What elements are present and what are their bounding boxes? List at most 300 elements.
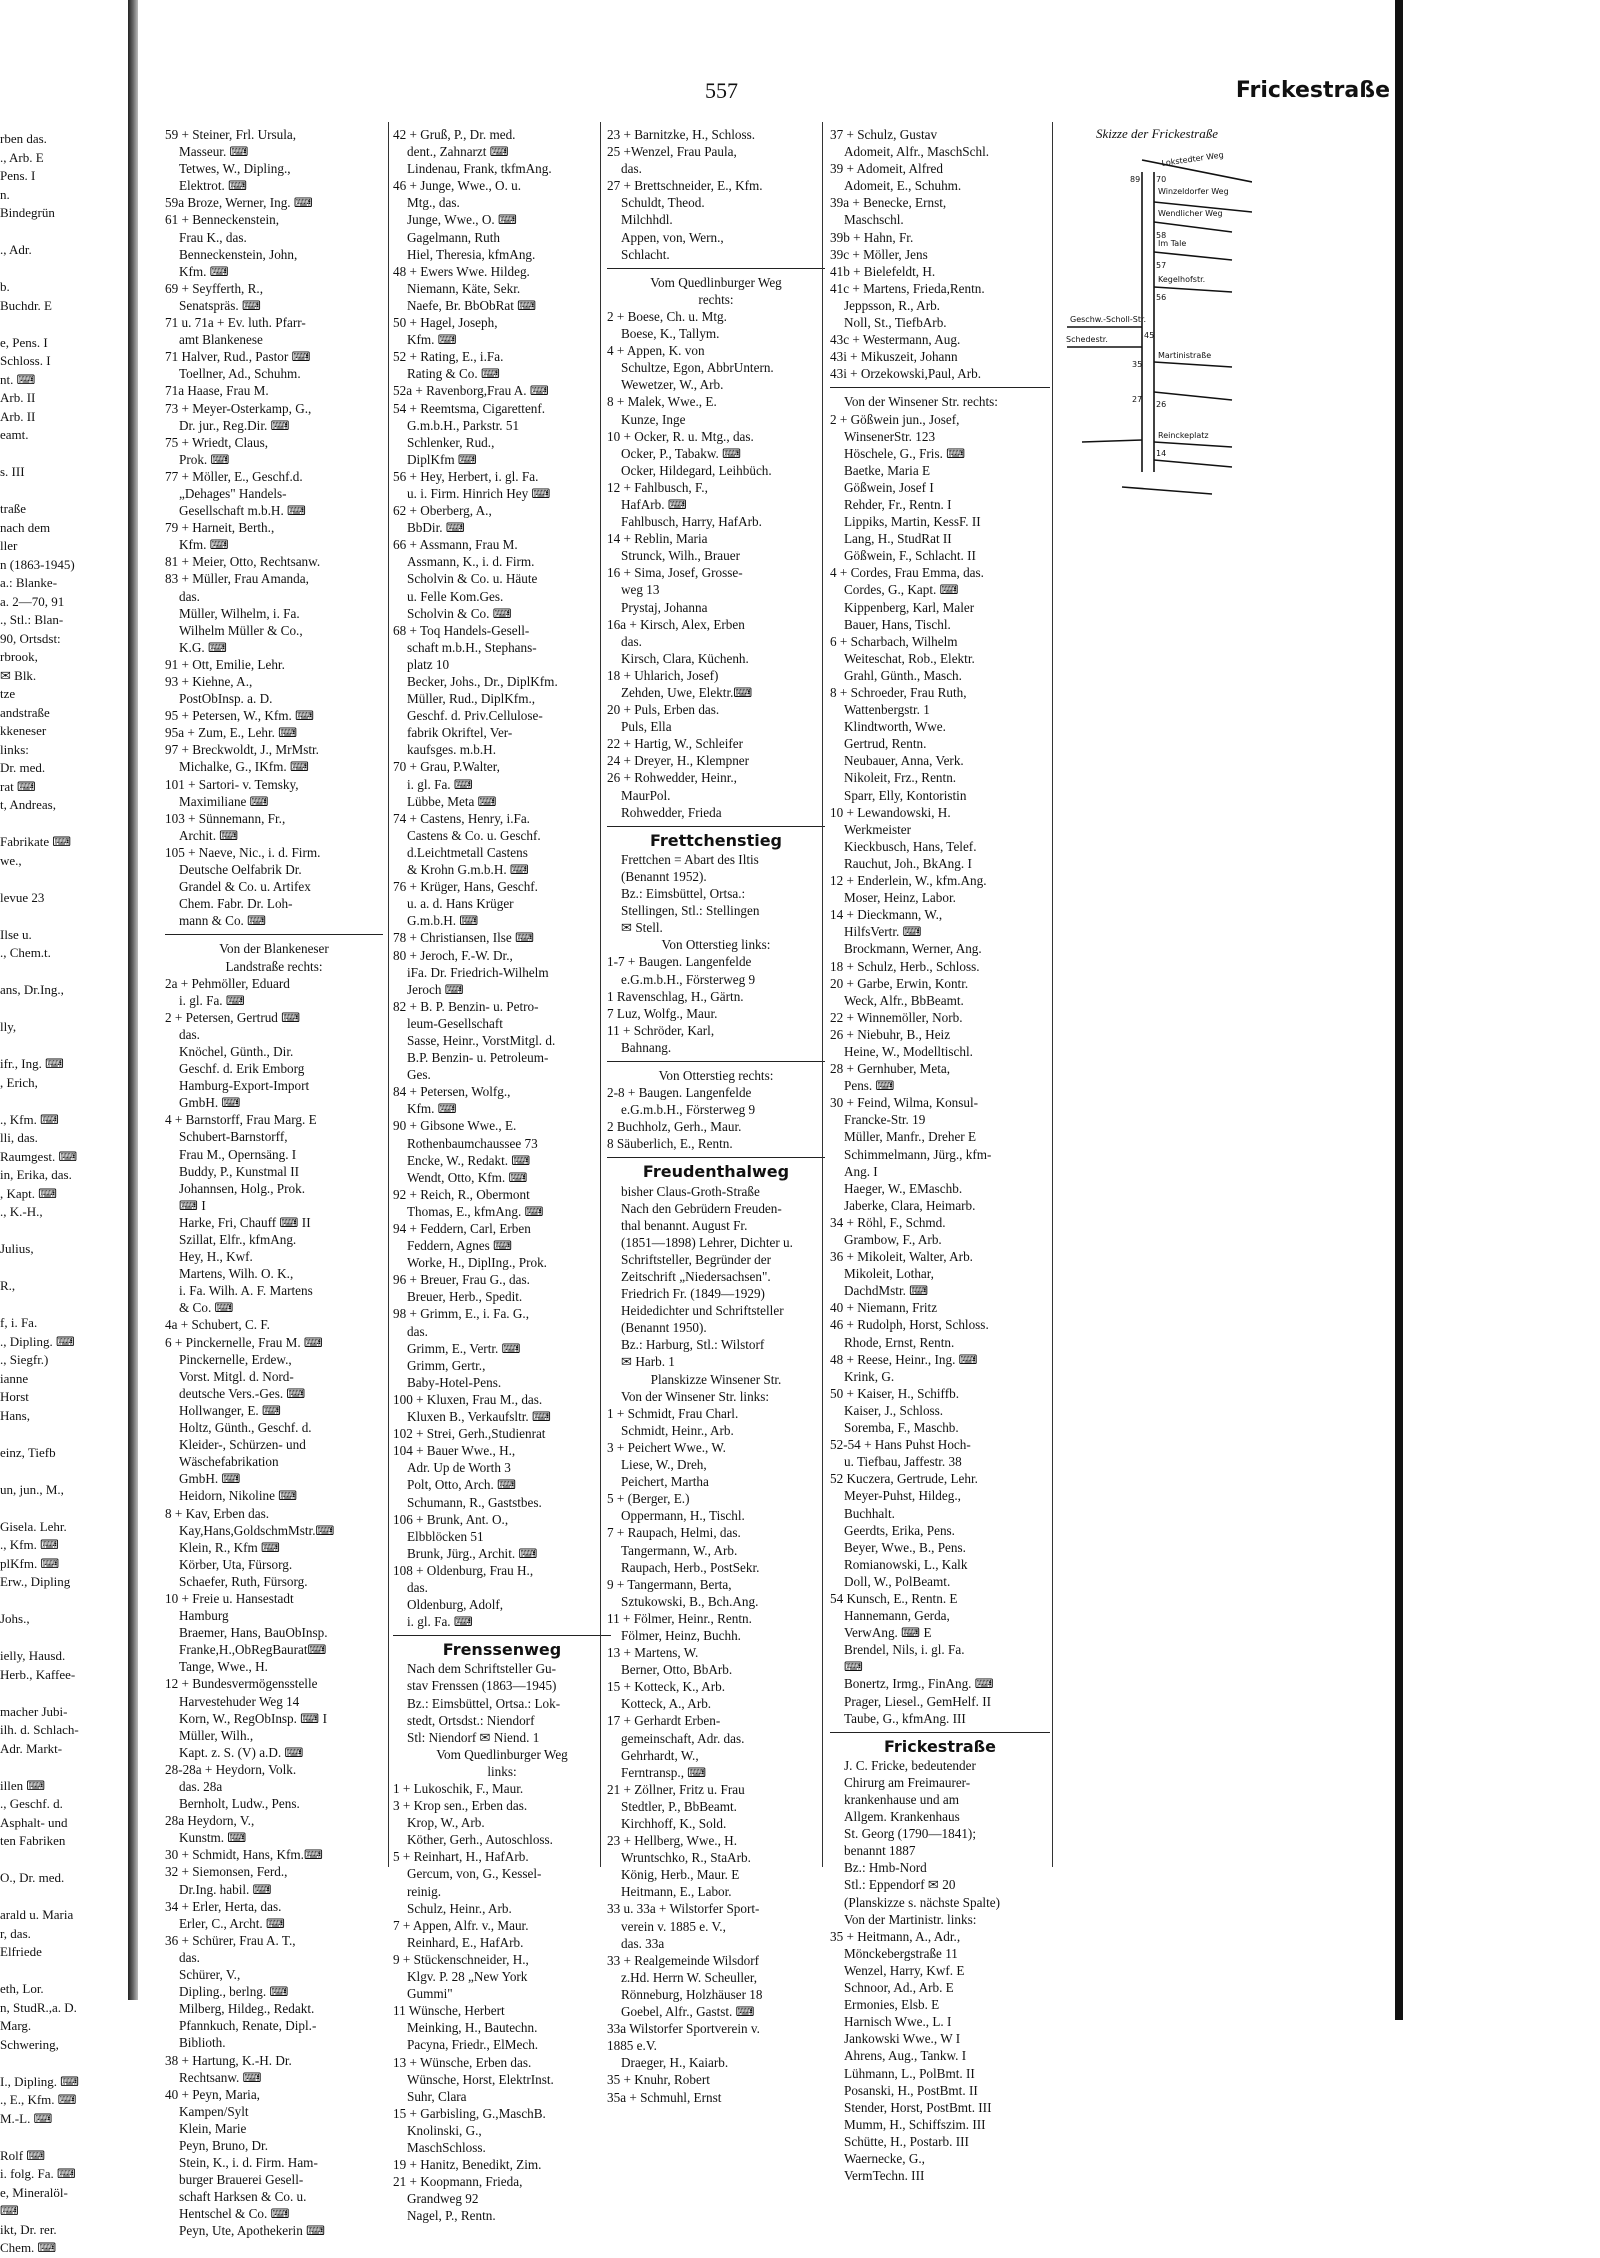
directory-entry: Ocker, P., Tabakw. ⌨: [621, 445, 742, 461]
directory-entry: Müller, Wilh.,: [179, 1727, 254, 1743]
directory-entry: Soremba, F., Maschb.: [844, 1420, 959, 1436]
section-divider: [830, 387, 1050, 388]
directory-entry: 52 + Rating, E., i.Fa.: [393, 349, 504, 365]
directory-entry: 10 + Freie u. Hansestadt: [165, 1590, 294, 1606]
directory-entry: weg 13: [621, 582, 660, 598]
directory-entry: 66 + Assmann, Frau M.: [393, 537, 518, 553]
sketch-house-number: 57: [1156, 261, 1167, 270]
directory-entry: 102 + Strei, Gerh.,Studienrat: [393, 1426, 546, 1442]
directory-entry: 7 Luz, Wolfg., Maur.: [607, 1005, 718, 1021]
directory-entry: DiplKfm ⌨: [407, 451, 477, 467]
directory-entry: Franke,H.,ObRegBaurat⌨: [179, 1642, 327, 1658]
left-page-line: [0, 2054, 120, 2073]
directory-entry: 59 + Steiner, Frl. Ursula,: [165, 127, 297, 142]
directory-entry: Frau M., Opernsäng. I: [179, 1146, 297, 1162]
left-page-line: [0, 815, 120, 834]
directory-entry: 100 + Kluxen, Frau M., das.: [393, 1391, 543, 1407]
directory-entry: 95 + Petersen, W., Kfm. ⌨: [165, 708, 315, 724]
directory-entry: Harke, Fri, Chauff ⌨ II: [179, 1214, 311, 1230]
left-page-line: illen ⌨: [0, 1777, 46, 1793]
directory-entry: „Dehages" Handels-: [179, 485, 287, 501]
section-divider: [830, 1732, 1050, 1733]
directory-entry: kaufsges. m.b.H.: [407, 742, 497, 758]
directory-entry: Gesellschaft m.b.H. ⌨: [179, 503, 307, 519]
directory-entry: 1 + Lukoschik, F., Maur.: [393, 1781, 524, 1796]
directory-entry: 11 + Schröder, Karl,: [607, 1022, 715, 1038]
directory-entry: Kfm. ⌨: [407, 1101, 457, 1117]
directory-entry: 8 + Kav, Erben das.: [165, 1505, 269, 1521]
directory-entry: Hey, H., Kwf.: [179, 1249, 253, 1265]
directory-entry: burger Brauerei Gesell-: [179, 2172, 304, 2188]
directory-entry: das. 28a: [179, 1779, 223, 1794]
directory-entry: HafArb. ⌨: [621, 496, 687, 512]
directory-entry: 40 + Niemann, Fritz: [830, 1300, 938, 1316]
directory-entry: (Planskizze s. nächste Spalte): [844, 1894, 1001, 1910]
page-header: [165, 78, 1390, 108]
directory-entry: 71 u. 71a + Ev. luth. Pfarr-: [165, 315, 306, 331]
directory-entry: 7 + Appen, Alfr. v., Maur.: [393, 1917, 529, 1933]
directory-entry: Schumann, R., Gaststbes.: [407, 1494, 542, 1510]
left-page-line: Elfriede: [0, 1944, 42, 1959]
section-subheading: Vom Quedlinburger Weg: [436, 1746, 568, 1762]
left-page-line: Erw., Dipling: [0, 1574, 71, 1589]
directory-entry: Beyer, Wwe., B., Pens.: [844, 1539, 966, 1555]
directory-entry: Tetwes, W., Dipling.,: [179, 161, 291, 177]
directory-entry: 104 + Bauer Wwe., H.,: [393, 1443, 516, 1459]
directory-entry: Korn, W., RegObInsp. ⌨ I: [179, 1710, 327, 1726]
left-page-line: links:: [0, 741, 29, 757]
directory-entry: Höschele, G., Fris. ⌨: [844, 445, 966, 461]
directory-entry: 11 Wünsche, Herbert: [393, 2003, 505, 2019]
directory-entry: u. Felle Kom.Ges.: [407, 588, 504, 604]
street-heading: Frickestraße: [883, 1736, 997, 1756]
directory-entry: Liese, W., Dreh,: [621, 1457, 707, 1473]
directory-entry: 36 + Mikoleit, Walter, Arb.: [830, 1249, 973, 1265]
section-subheading: Von Otterstieg rechts:: [658, 1067, 774, 1083]
directory-entry: Geschf. d. Priv.Cellulose-: [407, 708, 543, 724]
directory-entry: 52a + Ravenborg,Frau A. ⌨: [393, 383, 549, 399]
directory-entry: Peyn, Ute, Apothekerin ⌨: [179, 2223, 326, 2239]
directory-entry: Kippenberg, Karl, Maler: [844, 599, 975, 615]
directory-entry: 16a + Kirsch, Alex, Erben: [607, 616, 745, 632]
directory-entry: Breuer, Herb., Spedit.: [407, 1289, 523, 1305]
left-page-line: ten Fabriken: [0, 1833, 66, 1848]
directory-entry: Erler, C., Archt. ⌨: [179, 1915, 286, 1931]
left-page-line: Julius,: [0, 1241, 34, 1256]
directory-entry: Stl.: Eppendorf ✉ 20: [844, 1877, 956, 1893]
directory-entry: 71 Halver, Rud., Pastor ⌨: [165, 349, 311, 365]
directory-entry: Gummi": [407, 1986, 453, 2002]
directory-entry: 84 + Petersen, Wolfg.,: [393, 1084, 511, 1100]
left-page-line: levue 23: [0, 889, 45, 905]
directory-entry: Grandweg 92: [407, 2191, 479, 2207]
page-number: 557: [705, 78, 738, 103]
sketch-house-number: 45: [1144, 331, 1155, 340]
directory-entry: 50 + Kaiser, H., Schiffb.: [830, 1385, 959, 1401]
directory-entry: 108 + Oldenburg, Frau H.,: [393, 1562, 534, 1578]
directory-entry: 90 + Gibsone Wwe., E.: [393, 1118, 517, 1134]
directory-entry: ⌨: [844, 1659, 864, 1675]
directory-entry: Schaefer, Ruth, Fürsorg.: [179, 1573, 308, 1589]
directory-entry: Kieckbusch, Hans, Telef.: [844, 838, 977, 854]
directory-entry: 33a Wilstorfer Sportverein v.: [607, 2021, 760, 2037]
directory-entry: 6 + Scharbach, Wilhelm: [830, 633, 958, 649]
left-page-line: Pens. I: [0, 168, 36, 183]
directory-entry: 106 + Brunk, Ant. O.,: [393, 1511, 509, 1527]
directory-entry: 13 + Martens, W.: [607, 1645, 699, 1661]
sketch-caption: Skizze der Frickestraße: [1095, 126, 1219, 141]
directory-entry: Wünsche, Horst, ElektrInst.: [407, 2071, 554, 2087]
directory-entry: Rohwedder, Frieda: [621, 804, 722, 820]
directory-entry: Allgem. Krankenhaus: [844, 1809, 960, 1825]
directory-entry: Ocker, Hildegard, Leihbüch.: [621, 462, 772, 478]
directory-entry: Vorst. Mitgl. d. Nord-: [179, 1368, 294, 1384]
directory-entry: Bahnang.: [621, 1039, 672, 1055]
directory-entry: 48 + Reese, Heinr., Ing. ⌨: [830, 1351, 978, 1367]
directory-entry: VerwAng. ⌨ E: [844, 1625, 932, 1641]
directory-entry: Schubert-Barnstorff,: [179, 1129, 288, 1145]
directory-entry: 28 + Gernhuber, Meta,: [830, 1061, 951, 1077]
directory-entry: Müller, Manfr., Dreher E: [844, 1129, 977, 1145]
directory-entry: 39a + Benecke, Ernst,: [830, 195, 947, 211]
left-page-line: Adr. Markt-: [0, 1740, 63, 1756]
directory-entry: ⌨ I: [179, 1197, 206, 1213]
directory-entry: Kampen/Sylt: [179, 2103, 249, 2119]
directory-entry: & Krohn G.m.b.H. ⌨: [407, 862, 529, 878]
directory-entry: Kunstm. ⌨: [179, 1830, 247, 1846]
directory-entry: 23 + Barnitzke, H., Schloss.: [607, 127, 756, 142]
directory-entry: 103 + Sünnemann, Fr.,: [165, 810, 286, 826]
directory-entry: Appen, von, Wern.,: [621, 229, 724, 245]
directory-entry: e.G.m.b.H., Försterweg 9: [621, 971, 756, 987]
directory-entry: 39b + Hahn, Fr.: [830, 229, 914, 245]
left-page-line: [0, 445, 120, 464]
directory-entry: Bz.: Eimsbüttel, Ortsa.: Lok-: [407, 1695, 561, 1711]
directory-entry: Romianowski, L., Kalk: [844, 1556, 968, 1572]
directory-entry: Haeger, W., EMaschb.: [844, 1180, 963, 1196]
left-page-line: n.: [0, 186, 10, 202]
left-page-line: Arb. II: [0, 408, 36, 424]
directory-entry: Niemann, Käte, Sekr.: [407, 280, 521, 296]
directory-entry: Wendt, Otto, Kfm. ⌨: [407, 1169, 528, 1185]
directory-entry: amt Blankenese: [179, 332, 263, 348]
directory-entry: 17 + Gerhardt Erben-: [607, 1713, 721, 1729]
directory-entry: G.m.b.H. ⌨: [407, 913, 479, 929]
directory-entry: Wenzel, Harry, Kwf. E: [844, 1962, 965, 1978]
directory-entry: Thomas, E., kfmAng. ⌨: [407, 1203, 544, 1219]
directory-entry: Pfannkuch, Renate, Dipl.-: [179, 2018, 317, 2034]
directory-entry: 5 + (Berger, E.): [607, 1491, 690, 1507]
directory-entry: 4 + Appen, K. von: [607, 343, 705, 359]
directory-entry: Naefe, Br. BbObRat ⌨: [407, 297, 537, 313]
directory-entry: Deutsche Oelfabrik Dr.: [179, 862, 302, 878]
directory-entry: 46 + Junge, Wwe., O. u.: [393, 178, 522, 194]
directory-entry: e.G.m.b.H., Försterweg 9: [621, 1102, 756, 1118]
directory-entry: 9 + Tangermann, Berta,: [607, 1576, 732, 1592]
directory-entry: 23 + Hellberg, Wwe., H.: [607, 1833, 738, 1849]
left-page-line: [0, 907, 120, 926]
left-page-line: Rolf ⌨: [0, 2147, 46, 2163]
directory-entry: Müller, Wilhelm, i. Fa.: [179, 605, 300, 621]
directory-entry: 8 + Schroeder, Frau Ruth,: [830, 685, 967, 700]
left-page-line: ., Siegfr.): [0, 1352, 49, 1367]
directory-entry: 54 + Reemtsma, Cigarettenf.: [393, 400, 546, 416]
directory-entry: Gertrud, Rentn.: [844, 736, 927, 752]
directory-entry: 4a + Schubert, C. F.: [165, 1317, 270, 1333]
left-page-line: ⌨: [0, 2203, 19, 2218]
directory-entry: 20 + Puls, Erben das.: [607, 702, 720, 718]
left-page-line: un, jun., M.,: [0, 1481, 64, 1497]
section-subheading: Vom Quedlinburger Weg: [650, 274, 782, 290]
left-page-line: t, Andreas,: [0, 797, 56, 812]
directory-entry: Klindtworth, Wwe.: [844, 719, 946, 735]
column-rule: [822, 122, 823, 1867]
left-page-line: , Erich,: [0, 1074, 38, 1090]
directory-entry: Krop, W., Arb.: [407, 1815, 485, 1831]
left-page-line: kkeneser: [0, 723, 47, 738]
directory-entry: Ang. I: [844, 1163, 878, 1179]
directory-entry: mann & Co. ⌨: [179, 913, 267, 929]
left-page-line: nach dem: [0, 519, 51, 535]
directory-entry: 12 + Fahlbusch, F.,: [607, 479, 708, 495]
directory-entry: Scholvin & Co. u. Häute: [407, 571, 538, 587]
directory-entry: DachdMstr. ⌨: [844, 1283, 929, 1299]
left-page-line: ans, Dr.Ing.,: [0, 982, 64, 997]
column-rule: [600, 122, 601, 1867]
directory-entry: 69 + Seyfferth, R.,: [165, 280, 264, 296]
directory-entry: Jeppsson, R., Arb.: [844, 297, 940, 313]
left-page-line: ielly, Hausd.: [0, 1648, 66, 1663]
directory-entry: 2a + Pehmöller, Eduard: [165, 975, 290, 991]
left-page-line: r, das.: [0, 1925, 31, 1941]
sketch-house-number: 89: [1130, 175, 1141, 184]
directory-entry: Stein, K., i. d. Firm. Ham-: [179, 2155, 318, 2171]
left-page-line: n, StudR.,a. D.: [0, 1999, 77, 2015]
left-page-line: Horst: [0, 1389, 29, 1404]
directory-entry: Francke-Str. 19: [844, 1112, 926, 1128]
directory-entry: Scholvin & Co. ⌨: [407, 605, 512, 621]
directory-entry: Kotteck, A., Arb.: [621, 1696, 712, 1712]
directory-entry: Adomeit, Alfr., MaschSchl.: [844, 144, 990, 160]
sketch-street-label: Lokstedter Weg: [1161, 150, 1225, 168]
directory-entry: Raupach, Herb., PostSekr.: [621, 1559, 760, 1575]
left-page-line: [0, 1499, 120, 1518]
directory-entry: 39c + Möller, Jens: [830, 246, 928, 262]
directory-entry: 61 + Benneckenstein,: [165, 212, 280, 228]
directory-entry: z.Hd. Herrn W. Scheuller,: [621, 1969, 758, 1985]
directory-entry: 14 + Reblin, Maria: [607, 531, 708, 547]
directory-entry: 82 + B. P. Benzin- u. Petro-: [393, 998, 539, 1014]
directory-entry: 92 + Reich, R., Obermont: [393, 1186, 530, 1202]
left-page-line: [0, 1462, 120, 1481]
directory-entry: 71a Haase, Frau M.: [165, 383, 269, 399]
directory-entry: Kay,Hans,GoldschmMstr.⌨: [179, 1522, 335, 1538]
section-divider: [607, 826, 825, 827]
left-page-line: [0, 315, 120, 334]
left-page-line: arald u. Maria: [0, 1907, 74, 1922]
left-page-line: e, Mineralöl-: [0, 2184, 68, 2200]
directory-entry: Kluxen B., Verkaufsltr. ⌨: [407, 1409, 552, 1425]
directory-entry: Rauchut, Joh., BkAng. I: [844, 855, 972, 871]
directory-entry: Stedtler, P., BbBeamt.: [621, 1798, 737, 1814]
left-page-line: [0, 963, 120, 982]
directory-entry: 98 + Grimm, E., i. Fa. G.,: [393, 1306, 530, 1322]
directory-entry: 96 + Breuer, Frau G., das.: [393, 1272, 530, 1288]
left-page-line: ianne: [0, 1370, 29, 1386]
directory-entry: 2 Buchholz, Gerh., Maur.: [607, 1119, 742, 1135]
left-page-line: ilh. d. Schlach-: [0, 1722, 79, 1737]
directory-entry: 8 Säuberlich, E., Rentn.: [607, 1136, 733, 1152]
left-page-line: , Kapt. ⌨: [0, 1185, 58, 1201]
left-page-line: we.,: [0, 852, 22, 868]
directory-entry: 50 + Hagel, Joseph,: [393, 315, 498, 331]
directory-entry: 42 + Gruß, P., Dr. med.: [393, 127, 516, 142]
column-rule: [1052, 122, 1053, 1867]
left-page-line: ✉ Blk.: [0, 667, 37, 683]
directory-entry: 28-28a + Heydorn, Volk.: [165, 1761, 297, 1777]
directory-entry: (Benannt 1950).: [621, 1320, 707, 1336]
left-page-line: Hans,: [0, 1407, 30, 1423]
directory-entry: Kapt. z. S. (V) a.D. ⌨: [179, 1744, 304, 1760]
section-subheading: Von Otterstieg links:: [661, 937, 771, 953]
sketch-street-label: Winzeldorfer Weg: [1158, 187, 1229, 196]
directory-entry: Brendel, Nils, i. gl. Fa.: [844, 1642, 965, 1658]
directory-entry: 37 + Schulz, Gustav: [830, 127, 938, 142]
street-heading: Frenssenweg: [442, 1640, 562, 1660]
directory-entry: Senatspräs. ⌨: [179, 297, 262, 313]
directory-entry: 15 + Garbisling, G.,MaschB.: [393, 2105, 546, 2121]
directory-entry: Gehrhardt, W.,: [621, 1747, 699, 1763]
directory-entry: 83 + Müller, Frau Amanda,: [165, 571, 309, 587]
directory-entry: 26 + Rohwedder, Heinr.,: [607, 770, 737, 786]
directory-entry: Bonertz, Irmg., FinAng. ⌨: [844, 1676, 994, 1692]
directory-entry: Köther, Gerh., Autoschloss.: [407, 1832, 553, 1848]
directory-entry: 35a + Schmuhl, Ernst: [607, 2089, 722, 2105]
directory-entry: Grimm, E., Vertr. ⌨: [407, 1340, 521, 1356]
directory-entry: Gößwein, F., Schlacht. II: [844, 548, 976, 564]
section-divider: [607, 1157, 825, 1158]
directory-entry: Johannsen, Holg., Prok.: [179, 1180, 306, 1196]
directory-entry: d.Leichtmetall Castens: [407, 844, 528, 860]
directory-entry: Wilhelm Müller & Co.,: [179, 622, 303, 638]
directory-entry: 68 + Toq Handels-Gesell-: [393, 622, 530, 638]
directory-entry: Lübbe, Meta ⌨: [407, 793, 497, 809]
left-page-line: a.: Blanke-: [0, 575, 58, 590]
directory-entry: 59a Broze, Werner, Ing. ⌨: [165, 195, 313, 211]
directory-entry: 13 + Wünsche, Erben das.: [393, 2054, 532, 2070]
left-page-line: Arb. II: [0, 390, 36, 405]
directory-entry: Frau K., das.: [179, 229, 247, 245]
directory-entry: 24 + Dreyer, H., Klempner: [607, 753, 750, 769]
directory-entry: Martens, Wilh. O. K.,: [179, 1266, 294, 1282]
left-page-line: b.: [0, 279, 10, 294]
left-page-line: Marg.: [0, 2018, 32, 2033]
directory-entry: Wruntschko, R., StaArb.: [621, 1850, 751, 1866]
directory-entry: Hollwanger, E. ⌨: [179, 1402, 282, 1418]
directory-entry: 54 Kunsch, E., Rentn. E: [830, 1590, 958, 1606]
directory-entry: 94 + Feddern, Carl, Erben: [393, 1221, 531, 1236]
directory-entry: K.G. ⌨: [179, 639, 227, 655]
left-page-line: ller: [0, 538, 18, 553]
directory-entry: Berner, Otto, BbArb.: [621, 1662, 733, 1678]
directory-entry: Kfm. ⌨: [179, 263, 229, 279]
directory-entry: 14 + Dieckmann, W.,: [830, 907, 943, 923]
directory-entry: Moser, Heinz, Labor.: [844, 890, 956, 906]
directory-entry: deutsche Vers.-Ges. ⌨: [179, 1385, 306, 1401]
directory-entry: BbDir. ⌨: [407, 520, 465, 536]
directory-entry: 40 + Peyn, Maria,: [165, 2086, 260, 2102]
directory-entry: das.: [179, 1949, 200, 1965]
directory-entry: Heine, W., Modelltischl.: [844, 1043, 973, 1059]
directory-entry: Kleider-, Schürzen- und: [179, 1437, 306, 1453]
directory-entry: 35 + Heitmann, A., Adr.,: [830, 1928, 961, 1944]
directory-entry: Adr. Up de Worth 3: [407, 1460, 511, 1476]
directory-entry: Michalke, G., IKfm. ⌨: [179, 759, 310, 775]
left-page-line: ., Geschf. d.: [0, 1796, 63, 1811]
directory-entry: Bz.: Harburg, Stl.: Wilstorf: [621, 1337, 765, 1353]
directory-entry: 2-8 + Baugen. Langenfelde: [607, 1085, 752, 1101]
directory-entry: Ahrens, Aug., Tankw. I: [844, 2048, 967, 2064]
left-page-line: ., Adr.: [0, 242, 32, 257]
left-page-line: [0, 1851, 120, 1870]
directory-entry: Bauer, Hans, Tischl.: [844, 616, 951, 632]
directory-entry: 73 + Meyer-Osterkamp, G.,: [165, 400, 312, 416]
directory-entry: Jeroch ⌨: [407, 981, 464, 997]
left-page-line: [0, 2128, 120, 2147]
directory-entry: Frettchen = Abart des Iltis: [621, 851, 759, 867]
directory-entry: Elektrot. ⌨: [179, 178, 248, 194]
directory-entry: Prok. ⌨: [179, 451, 230, 467]
sketch-house-number: 27: [1132, 395, 1143, 404]
directory-entry: MaurPol.: [621, 787, 671, 803]
directory-entry: Friedrich Fr. (1849—1929): [621, 1286, 765, 1302]
left-page-line: plKfm. ⌨: [0, 1555, 60, 1571]
directory-entry: Worke, H., DiplIng., Prok.: [407, 1255, 547, 1271]
directory-entry: 6 + Pinckernelle, Frau M. ⌨: [165, 1334, 323, 1350]
directory-entry: Stender, Horst, PostBmt. III: [844, 2099, 992, 2115]
directory-entry: reinig.: [407, 1883, 442, 1899]
left-page-line: n (1863-1945): [0, 556, 75, 572]
directory-entry: Harnisch Wwe., L. I: [844, 2014, 952, 2030]
directory-entry: 43i + Mikuszeit, Johann: [830, 349, 958, 365]
left-page-line: Chem. ⌨: [0, 2240, 57, 2255]
directory-entry: Taube, G., kfmAng. III: [844, 1710, 966, 1726]
directory-entry: 8 + Malek, Wwe., E.: [607, 394, 717, 410]
directory-entry: Von der Winsener Str. rechts:: [844, 394, 998, 410]
directory-entry: Krink, G.: [844, 1368, 895, 1384]
directory-entry: 22 + Winnemöller, Norb.: [830, 1009, 963, 1025]
left-page-line: rben das.: [0, 131, 47, 146]
directory-entry: 1 + Schmidt, Frau Charl.: [607, 1405, 739, 1421]
left-page-line: eth, Lor.: [0, 1981, 44, 1996]
directory-entry: 97 + Breckwoldt, J., MrMstr.: [165, 742, 319, 758]
directory-entry: Hamburg-Export-Import: [179, 1078, 310, 1094]
directory-entry: Becker, Johs., Dr., DiplKfm.: [407, 674, 558, 689]
left-page-line: Asphalt- und: [0, 1814, 68, 1830]
directory-entry: Ermonies, Elsb. E: [844, 1997, 940, 2013]
left-page-line: Fabrikate ⌨: [0, 834, 72, 849]
directory-entry: Buddy, P., Kunstmal II: [179, 1163, 300, 1179]
directory-entry: gemeinschaft, Adr. das.: [621, 1730, 745, 1746]
directory-entry: 34 + Röhl, F., Schmd.: [830, 1214, 946, 1230]
directory-entry: Zeitschrift „Niedersachsen".: [621, 1269, 771, 1284]
directory-entry: Rechtsanw. ⌨: [179, 2069, 262, 2085]
directory-entry: Schlenker, Rud.,: [407, 434, 495, 450]
directory-entry: krankenhause und am: [844, 1792, 959, 1807]
directory-entry: Baby-Hotel-Pens.: [407, 1374, 502, 1390]
directory-entry: MaschSchloss.: [407, 2139, 486, 2155]
directory-entry: Baetke, Maria E: [844, 462, 931, 478]
